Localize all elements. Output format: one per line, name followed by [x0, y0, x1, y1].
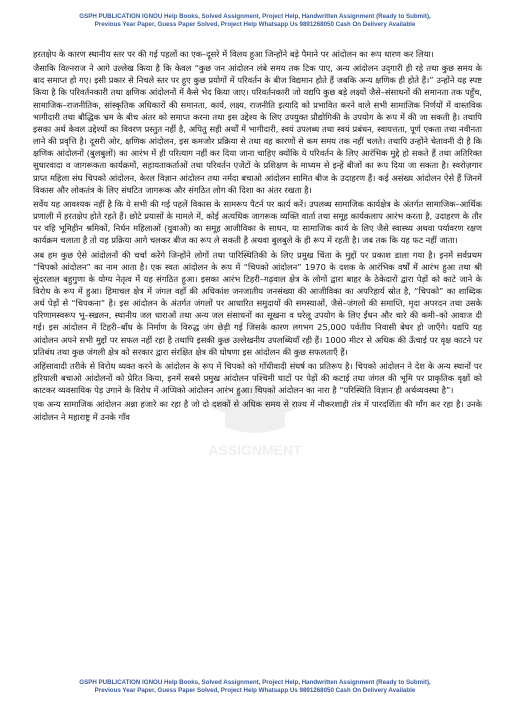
- watermark-text: ASSIGNMENT: [208, 442, 302, 458]
- header-line-2: Previous Year Paper, Guess Paper Solved, Project Help Whatsapp Us 9891268050 Cash On Delivery Available: [94, 21, 416, 29]
- paragraph: हरतक्षेप के कारण स्थानीय स्तर पर की गई पहलों का एक–दूसरे में विलय हुआ जिन्होंने बड़े पैमाने पर आंदोलन का रूप धारण कर लिया।: [33, 49, 434, 59]
- paragraph: जैसाकि विल्नराज ने आगे उल्लेख किया है कि केवल “कुछ जन आंदोलन लंबे समय तक टिक पाए, अन्य आंदोलन उद्‌गारी ही रहे तथा कुछ समय के बाद समाप्त हो गए। इसी प्रकार से निचले स्तर पर हुए कुछ प्रयोगों में परिवर्तन के बीज विद्यमान होते हैं जबकि अन्य क्षणिक ही होते हैं।” उन्होंने यह स्पष्ट किया है कि परिवर्तनकारी तथा क्षणिक आंदोलनों में कैसे भेद किया जाए। परिवर्तनकारी जो यद्यपि कुछ बड़े लक्ष्यों जैसे–संसाधनों की समानता तक पहुँच, सामाजिक–राजनीतिक, सांस्कृतिक अधिकारों की समानता, कार्य, लक्ष्य, राजनीति इत्यादि को प्रभावित करने वाले सभी सामाजिक निर्णयों में वास्तविक भागीदारी तथा बौद्धिक भ्रम के बीच अंतर को समाप्त करना तथा इस उद्देश्य के लिए उपयुक्त प्रौद्योगिकी के उपयोग के रूप में की जा सकती है। तथापि इसका अर्थ केवल उद्देश्यों का विवरण प्रस्तुत नहीं है, अपितु सही अर्थों में भागीदारी, स्वयं उपलब्ध तथा स्वयं प्रबंधन, स्वायत्तता, पूर्ण एकता तथा नवीनता लाने की प्रवृत्ति है। दूसरी ओर, क्षणिक आंदोलन, इस कमजोर प्रक्रिया से तथा वह कारणों से कम समय तक नहीं चलते। तथापि उन्होंने चेतावनी दी है कि क्षणिक आंदोलनों (बुलबुलों) का आरंभ में ही परित्याग नहीं कर दिया जाना चाहिए क्योंकि ये परिवर्तन के लिए आरंभिक मुद्दे हो सकते हैं तथा अतिरिक्त सुधारवादा व जागरूकता कार्यक्रमों, सहायताकर्ताओं तथा परिवर्तन एजेंटों के प्रशिक्षण के माध्यम से इन्हें बीजों का रूप दिया जा सकता है। स्वरोज़गार प्राप्त महिला संघ चिपको आंदोलन, केरल विज्ञान आंदोलन तथा नर्मदा बचाओ आंदोलन सामित बीज के उदाहरण हैं। कई असंख्य आंदोलन ऐसे हैं जिनमें विकास और लोकतंत्र के लिए संघटित जागरूक और संगठित लोग की दिशा का अंतर रखता है।: [33, 63, 482, 195]
- page-footer: [20, 679, 490, 695]
- page-header: [20, 13, 490, 29]
- header-line-1: GSPH PUBLICATION IGNOU Help Books, Solved Assignment, Project Help, Handwritten Assignment (Ready to Submit),: [79, 13, 431, 20]
- paragraph: एक अन्य सामाजिक आंदोलन अन्ना हजारे का रहा है जो दो दशकों से अधिक समय से राज्य में नौकरशाही तंत्र में पारदर्शिता की माँग कर रहा है। उनके आंदोलन ने महाराष्ट्र में उनके गाँव: [33, 399, 482, 422]
- paragraph: सर्वेय यह आवश्यक नहीं है कि ये सभी की गई पहलें विकास के सामरूप पैटर्न पर कार्य करें। उपलब्ध सामाजिक कार्यक्षेत्र के अंतर्गत सामाजिक–आर्थिक प्रणाली में हरतक्षेप होते रहते हैं। छोटे प्रयासों के मामले में, कोई अत्यधिक जागरूक व्यक्ति वार्ता तथा समूह कार्यकलाप आरंभ करता है, उदाहरण के तौर पर वहि भूमिहीन श्रमिकों, निर्धन महिलाओं (युवाओं) का समूह आजीविका के साधन, या सामाजिक कार्य के लिए जैसे स्वास्थ्य अथवा पर्यावरण रक्षण कार्यक्रम चलाता है तो यह प्रक्रिया आगे चलकर बीज का रूप ले सकती है अथवा बुलबुले के ही रूप में रहती है। जब तक कि यह फट नहीं जाता।: [33, 198, 482, 246]
- footer-line-2: Previous Year Paper, Guess Paper Solved, Project Help Whatsapp Us 9891268050 Cash On Delivery Available: [94, 687, 416, 695]
- document-body: [33, 48, 482, 425]
- paragraph: अब हम कुछ ऐसे आंदोलनों की चर्चा करेंगे जिन्होंने लोगों तथा पारिस्थितिकी के लिए प्रमुख चिंता के मुद्दों पर प्रकाश डाला गया है। इनमें सर्वप्रथम “चिपको आंदोलन” का नाम आता है। एक स्वतः आंदोलन के रूप में “चिपको आंदोलन” 1970 के दशक के आरंभिक वर्षों में आरंभ हुआ तथा श्री सुंदरलाल बहुगुणा के योग्य नेतृत्व में यह संगठित हुआ। इसका आरंभ टिहरी–गढ़वाल क्षेत्र के लोगों द्वारा बाहर के ठेकेदारों द्वारा पेड़ों को काटे जाने के विरोध के रूप में हुआ। हिमाचल क्षेत्र में जंगल वहाँ की अधिकांश जनजातीय जनसंख्या की आजीविका का अपरिहार्य स्रोत है, “चिपको” का शाब्दिक अर्थ पेड़ों से “चिपकना” है। इस आंदोलन के अंतर्गत जंगलों पर आधारित समुदायों की समस्याओं, जैसे–जंगलों की समाप्ति, मृदा अपरदन तथा उसके परिणामस्वरूप भू–स्खलन, स्थानीय जल धाराओं तथा अन्य जल संसाधनों का सूखना व घरेलू उपयोग के लिए ईंधन और चारे की कमी–को आवाज दी गई। इस आंदोलन में टिहरी–बाँध के निर्माण के विरुद्ध जंग छेड़ी गई जिसके कारण लगभग 25,000 पर्वतीय निवासी बेघर हो जाएँगे। यद्यपि यह आंदोलन अपने सभी मुद्दों पर सफल नहीं रहा है तथापि इसकी कुछ उल्लेखनीय उपलब्धियाँ रही हैं। 1000 मीटर से अधिक की ऊँचाई पर वृक्ष काटने पर प्रतिबंध तथा कुछ जंगली क्षेत्र को सरकार द्वारा संरक्षित क्षेत्र की घोषणा इस आंदोलन की कुछ सफलताएँ हैं।: [33, 249, 482, 357]
- paragraph: अहिंसावादी तरीके से विरोध व्यक्त करने के आंदोलन के रूप में चिपको को गाँधीवादी संघर्ष का प्रतिरूप है। चिपको आंदोलन ने देश के अन्य स्थानों पर हरियाली बचाओ आंदोलनों को प्रेरित किया, इनमें सबसे प्रमुख आंदोलन पश्चिमी घाटों पर पेड़ों की कटाई तथा जंगल की भूमि पर प्राकृतिक वृक्षों को काटकर व्यवसायिक पेड़ उगाने के विरोध में अप्पिको आंदोलन आरंभ हुआ। चिपको आंदोलन का नारा है “परिस्थिति विज्ञान ही अर्थव्यवस्था है”।: [33, 360, 482, 396]
- footer-line-1: GSPH PUBLICATION IGNOU Help Books, Solved Assignment, Project Help, Handwritten Assignment (Ready to Submit),: [79, 679, 431, 686]
